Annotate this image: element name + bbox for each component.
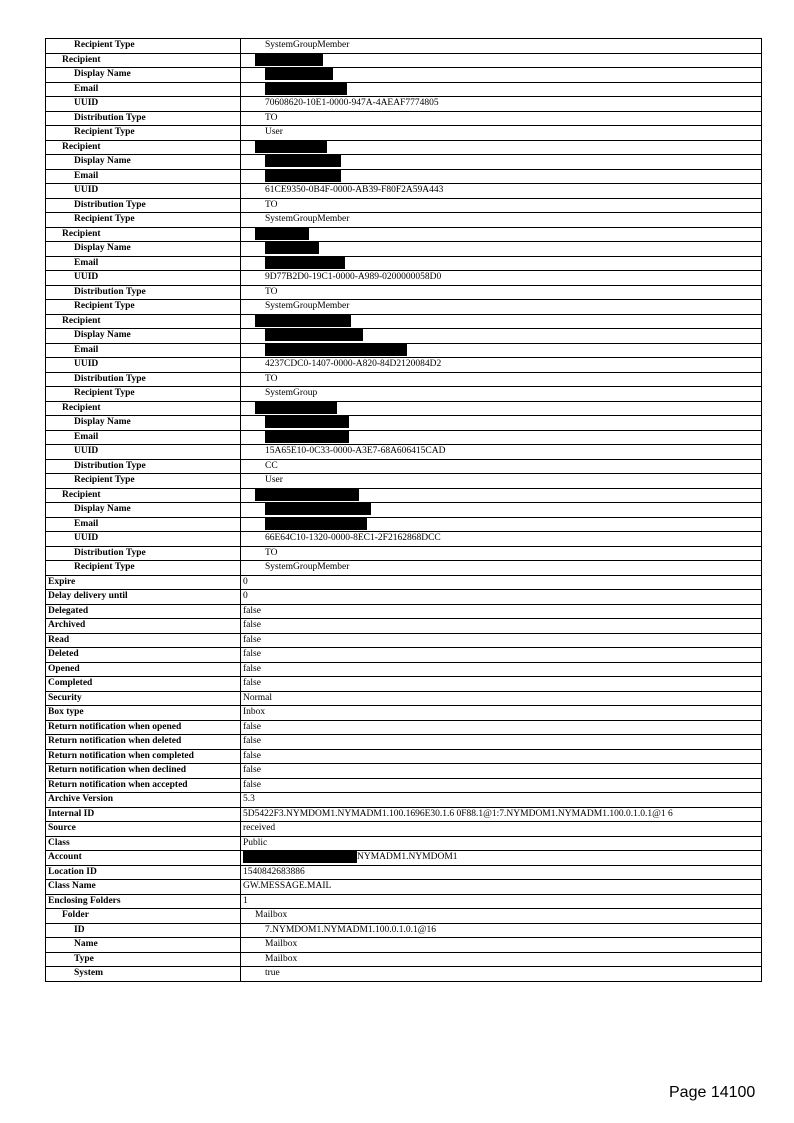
redaction-box (265, 155, 341, 167)
field-value: Public (241, 836, 762, 851)
field-label: Email (46, 430, 241, 445)
table-row (46, 111, 762, 126)
field-label: Recipient Type (46, 561, 241, 576)
table-row (46, 807, 762, 822)
field-value: true (241, 967, 762, 982)
table-row (46, 590, 762, 605)
table-row (46, 778, 762, 793)
table-row (46, 198, 762, 213)
field-value: false (241, 662, 762, 677)
table-row (46, 256, 762, 271)
field-label: Folder (46, 909, 241, 924)
table-row (46, 68, 762, 83)
field-value: Normal (241, 691, 762, 706)
field-label: Distribution Type (46, 285, 241, 300)
field-value: SystemGroupMember (241, 300, 762, 315)
table-row (46, 604, 762, 619)
field-label: Security (46, 691, 241, 706)
field-label: Recipient (46, 314, 241, 329)
table-row (46, 836, 762, 851)
field-value (241, 416, 762, 431)
table-row (46, 575, 762, 590)
table-row (46, 967, 762, 982)
field-value (241, 343, 762, 358)
field-value: false (241, 778, 762, 793)
field-value: false (241, 720, 762, 735)
table-row (46, 358, 762, 373)
field-value: SystemGroupMember (241, 561, 762, 576)
field-label: Recipient (46, 53, 241, 68)
table-row (46, 401, 762, 416)
field-value: 15A65E10-0C33-0000-A3E7-68A606415CAD (241, 445, 762, 460)
field-value: SystemGroup (241, 387, 762, 402)
field-value: 5D5422F3.NYMDOM1.NYMADM1.100.1696E30.1.6 0F88.1@1:7.NYMDOM1.NYMADM1.100.0.1.0.1@1 6 (241, 807, 762, 822)
properties-table (45, 38, 762, 982)
field-label: Display Name (46, 329, 241, 344)
table-row (46, 517, 762, 532)
redaction-box (265, 170, 341, 182)
field-value: false (241, 604, 762, 619)
field-value (241, 169, 762, 184)
table-row (46, 445, 762, 460)
field-value: TO (241, 111, 762, 126)
field-label: Completed (46, 677, 241, 692)
table-row (46, 822, 762, 837)
field-label: System (46, 967, 241, 982)
page-number: Page 14100 (669, 1084, 756, 1101)
field-value: false (241, 633, 762, 648)
table-row (46, 546, 762, 561)
field-label: Archived (46, 619, 241, 634)
field-label: Return notification when deleted (46, 735, 241, 750)
field-value: 4237CDC0-1407-0000-A820-84D2120084D2 (241, 358, 762, 373)
redaction-box (265, 83, 347, 95)
table-row (46, 938, 762, 953)
field-value: 1540842683886 (241, 865, 762, 880)
table-row (46, 416, 762, 431)
field-label: Location ID (46, 865, 241, 880)
table-row (46, 561, 762, 576)
field-label: Return notification when opened (46, 720, 241, 735)
field-value: false (241, 735, 762, 750)
field-value (241, 488, 762, 503)
field-label: Display Name (46, 242, 241, 257)
field-label: Email (46, 256, 241, 271)
table-row (46, 749, 762, 764)
field-label: Enclosing Folders (46, 894, 241, 909)
table-row (46, 39, 762, 54)
field-value: 61CE9350-0B4F-0000-AB39-F80F2A59A443 (241, 184, 762, 199)
table-row (46, 880, 762, 895)
field-value (241, 851, 762, 866)
field-value: false (241, 648, 762, 663)
table-row (46, 706, 762, 721)
field-value (241, 242, 762, 257)
field-label: Recipient Type (46, 126, 241, 141)
table-row (46, 140, 762, 155)
table-row (46, 677, 762, 692)
field-label: Distribution Type (46, 459, 241, 474)
table-row (46, 633, 762, 648)
field-label: Source (46, 822, 241, 837)
field-value: Inbox (241, 706, 762, 721)
redaction-box (265, 68, 333, 80)
field-label: Distribution Type (46, 198, 241, 213)
table-row (46, 691, 762, 706)
redaction-box (255, 489, 359, 501)
field-value: false (241, 619, 762, 634)
field-label: Recipient Type (46, 300, 241, 315)
field-label: Recipient Type (46, 39, 241, 54)
redaction-box (265, 242, 319, 254)
field-value: User (241, 126, 762, 141)
field-label: Archive Version (46, 793, 241, 808)
field-value: 7.NYMDOM1.NYMADM1.100.0.1.0.1@16 (241, 923, 762, 938)
field-value (241, 329, 762, 344)
field-label: Display Name (46, 68, 241, 83)
redaction-box (265, 416, 349, 428)
table-row (46, 329, 762, 344)
field-value (241, 401, 762, 416)
table-row (46, 909, 762, 924)
table-row (46, 720, 762, 735)
table-row (46, 503, 762, 518)
table-row (46, 662, 762, 677)
field-value: false (241, 749, 762, 764)
table-row (46, 474, 762, 489)
field-label: Email (46, 82, 241, 97)
field-value: false (241, 764, 762, 779)
field-label: Type (46, 952, 241, 967)
field-value: GW.MESSAGE.MAIL (241, 880, 762, 895)
table-row (46, 387, 762, 402)
field-label: Display Name (46, 155, 241, 170)
field-label: Return notification when declined (46, 764, 241, 779)
redaction-box (265, 329, 363, 341)
table-row (46, 97, 762, 112)
field-label: UUID (46, 271, 241, 286)
field-label: Distribution Type (46, 111, 241, 126)
field-value: 0 (241, 575, 762, 590)
field-label: Distribution Type (46, 372, 241, 387)
field-value: Mailbox (241, 938, 762, 953)
field-label: Return notification when completed (46, 749, 241, 764)
field-value: 66E64C10-1320-0000-8EC1-2F2162868DCC (241, 532, 762, 547)
field-value: false (241, 677, 762, 692)
field-label: Recipient (46, 227, 241, 242)
field-label: Expire (46, 575, 241, 590)
field-label: Recipient (46, 401, 241, 416)
field-value: Mailbox (241, 952, 762, 967)
table-row (46, 459, 762, 474)
field-label: Read (46, 633, 241, 648)
field-value: TO (241, 372, 762, 387)
field-value: TO (241, 285, 762, 300)
redaction-box (255, 54, 323, 66)
redaction-box (255, 402, 337, 414)
field-value (241, 227, 762, 242)
field-label: Box type (46, 706, 241, 721)
field-value: TO (241, 546, 762, 561)
table-row (46, 952, 762, 967)
field-label: Delay delivery until (46, 590, 241, 605)
field-value: Mailbox (241, 909, 762, 924)
table-row (46, 213, 762, 228)
field-label: Display Name (46, 503, 241, 518)
field-value: SystemGroupMember (241, 213, 762, 228)
field-label: UUID (46, 184, 241, 199)
field-label: Opened (46, 662, 241, 677)
field-value (241, 53, 762, 68)
field-value: 9D77B2D0-19C1-0000-A989-0200000058D0 (241, 271, 762, 286)
field-value (241, 155, 762, 170)
field-value: 70608620-10E1-0000-947A-4AEAF7774805 (241, 97, 762, 112)
field-value: 1 (241, 894, 762, 909)
field-label: Return notification when accepted (46, 778, 241, 793)
table-row (46, 865, 762, 880)
field-label: Internal ID (46, 807, 241, 822)
table-row (46, 169, 762, 184)
redaction-box (243, 851, 357, 863)
field-label: Name (46, 938, 241, 953)
field-value: received (241, 822, 762, 837)
field-value: User (241, 474, 762, 489)
field-value: 0 (241, 590, 762, 605)
field-value: TO (241, 198, 762, 213)
table-row (46, 82, 762, 97)
field-label: Display Name (46, 416, 241, 431)
table-row (46, 285, 762, 300)
redaction-box (265, 503, 371, 515)
table-row (46, 894, 762, 909)
field-value (241, 140, 762, 155)
field-label: UUID (46, 97, 241, 112)
field-label: UUID (46, 358, 241, 373)
table-row (46, 314, 762, 329)
table-row (46, 242, 762, 257)
field-label: Recipient (46, 140, 241, 155)
table-row (46, 155, 762, 170)
field-label: Class Name (46, 880, 241, 895)
redaction-box (265, 431, 349, 443)
field-value (241, 503, 762, 518)
table-row (46, 271, 762, 286)
field-value (241, 517, 762, 532)
field-value (241, 68, 762, 83)
table-row (46, 793, 762, 808)
redaction-box (265, 344, 407, 356)
table-row (46, 53, 762, 68)
table-row (46, 764, 762, 779)
field-label: Account (46, 851, 241, 866)
field-label: Recipient Type (46, 387, 241, 402)
field-value: CC (241, 459, 762, 474)
table-row (46, 619, 762, 634)
table-row (46, 923, 762, 938)
table-row (46, 184, 762, 199)
field-label: Class (46, 836, 241, 851)
field-label: Email (46, 343, 241, 358)
field-value (241, 256, 762, 271)
field-label: Delegated (46, 604, 241, 619)
field-label: Distribution Type (46, 546, 241, 561)
table-row (46, 126, 762, 141)
field-value (241, 314, 762, 329)
field-label: Deleted (46, 648, 241, 663)
table-row (46, 227, 762, 242)
field-value: 5.3 (241, 793, 762, 808)
redaction-box (265, 257, 345, 269)
field-value (241, 82, 762, 97)
table-row (46, 372, 762, 387)
table-row (46, 648, 762, 663)
field-label: UUID (46, 445, 241, 460)
table-row (46, 300, 762, 315)
table-row (46, 488, 762, 503)
table-row (46, 430, 762, 445)
table-row (46, 851, 762, 866)
field-label: Recipient Type (46, 213, 241, 228)
field-label: Recipient Type (46, 474, 241, 489)
field-value-text: NYMADM1.NYMDOM1 (357, 852, 458, 863)
redaction-box (255, 228, 309, 240)
redaction-box (265, 518, 367, 530)
redaction-box (255, 141, 327, 153)
field-label: Email (46, 169, 241, 184)
field-value: SystemGroupMember (241, 39, 762, 54)
field-value (241, 430, 762, 445)
table-row (46, 532, 762, 547)
table-row (46, 735, 762, 750)
field-label: Recipient (46, 488, 241, 503)
field-label: UUID (46, 532, 241, 547)
field-label: Email (46, 517, 241, 532)
table-row (46, 343, 762, 358)
redaction-box (255, 315, 351, 327)
field-label: ID (46, 923, 241, 938)
